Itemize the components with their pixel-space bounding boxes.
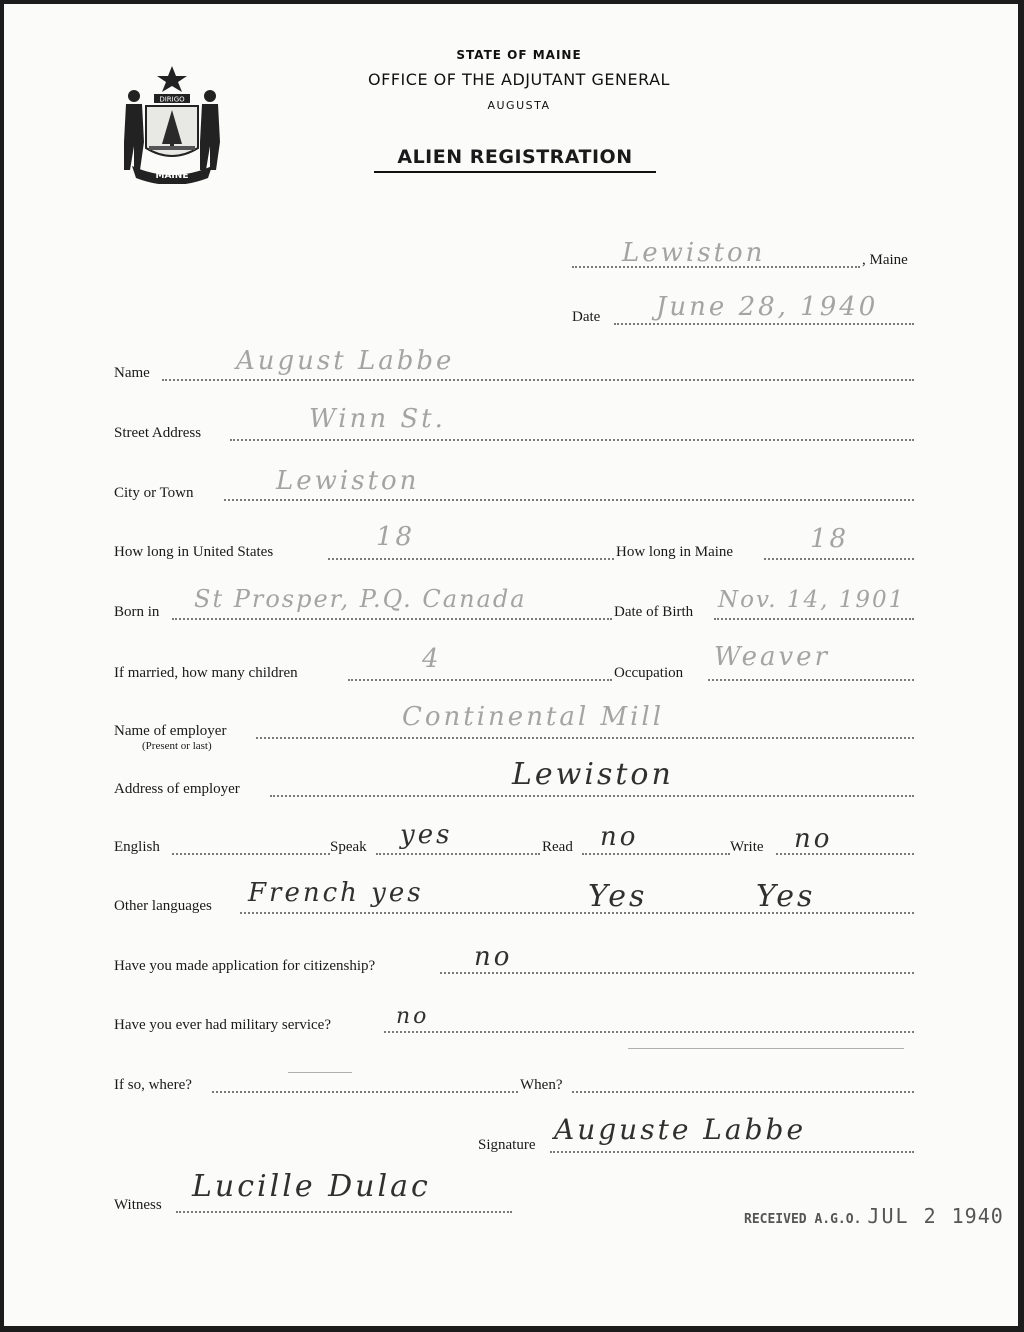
military-dotted-line bbox=[384, 1031, 914, 1033]
signature-label: Signature bbox=[478, 1137, 536, 1153]
children-label: If married, how many children bbox=[114, 665, 298, 681]
city-or-town-value[interactable]: Lewiston bbox=[276, 466, 420, 496]
how-long-maine-value[interactable]: 18 bbox=[810, 524, 850, 554]
citizenship-value[interactable]: no bbox=[474, 942, 513, 972]
witness-label: Witness bbox=[114, 1197, 162, 1213]
date-dotted-line bbox=[614, 323, 914, 325]
employer-value[interactable]: Continental Mill bbox=[402, 702, 665, 732]
citizenship-label: Have you made application for citizenship? bbox=[114, 958, 376, 974]
how-long-maine-label: How long in Maine bbox=[616, 544, 734, 560]
children-value[interactable]: 4 bbox=[422, 644, 442, 674]
date-of-birth-label: Date of Birth bbox=[614, 604, 694, 620]
how-long-us-label: How long in United States bbox=[114, 544, 274, 560]
employer-address-label: Address of employer bbox=[114, 781, 240, 797]
occupation-value[interactable]: Weaver bbox=[714, 642, 830, 672]
when-label: When? bbox=[520, 1077, 563, 1093]
date-of-birth-dotted-line bbox=[714, 618, 914, 620]
date-label: Date bbox=[572, 309, 601, 325]
name-dotted-line bbox=[162, 379, 914, 381]
city-or-town-dotted-line bbox=[224, 499, 914, 501]
header-state: STATE OF MAINE bbox=[456, 48, 582, 62]
read-label: Read bbox=[542, 839, 573, 855]
street-address-dotted-line bbox=[230, 439, 914, 441]
stamp-year: 1940 bbox=[951, 1204, 1004, 1228]
born-in-label: Born in bbox=[114, 604, 160, 620]
write-value[interactable]: no bbox=[794, 824, 833, 854]
place-value[interactable]: Lewiston bbox=[622, 238, 766, 268]
registration-form-page bbox=[4, 4, 1018, 1326]
english-label: English bbox=[114, 839, 160, 855]
stray-pencil-mark-2 bbox=[288, 1072, 352, 1073]
other-languages-value[interactable]: French yes bbox=[248, 878, 424, 908]
employer-sublabel: (Present or last) bbox=[142, 740, 212, 752]
street-address-label: Street Address bbox=[114, 425, 202, 441]
born-in-value[interactable]: St Prosper, P.Q. Canada bbox=[194, 585, 527, 613]
street-address-value[interactable]: Winn St. bbox=[309, 404, 446, 434]
signature-dotted-line bbox=[550, 1151, 914, 1153]
form-title: ALIEN REGISTRATION bbox=[374, 146, 656, 173]
header-city: AUGUSTA bbox=[487, 99, 551, 112]
how-long-maine-dotted-line bbox=[764, 558, 914, 560]
header-office: OFFICE OF THE ADJUTANT GENERAL bbox=[368, 70, 670, 89]
employer-dotted-line bbox=[256, 737, 914, 739]
speak-dotted-line bbox=[376, 853, 540, 855]
stamp-label: RECEIVED A.G.O. bbox=[744, 1212, 862, 1227]
employer-label: Name of employer bbox=[114, 723, 227, 739]
witness-dotted-line bbox=[176, 1211, 512, 1213]
signature-value[interactable]: Auguste Labbe bbox=[554, 1113, 807, 1146]
write-label: Write bbox=[730, 839, 764, 855]
maine-state-seal-icon bbox=[116, 62, 228, 184]
english-dotted-line bbox=[172, 853, 330, 855]
other-languages-write-value[interactable]: Yes bbox=[756, 879, 816, 914]
military-label: Have you ever had military service? bbox=[114, 1017, 331, 1033]
how-long-us-value[interactable]: 18 bbox=[376, 522, 416, 552]
name-value[interactable]: August Labbe bbox=[236, 346, 455, 376]
other-languages-read-value[interactable]: Yes bbox=[588, 879, 648, 914]
employer-address-dotted-line bbox=[270, 795, 914, 797]
stray-pencil-mark bbox=[628, 1048, 904, 1049]
city-or-town-label: City or Town bbox=[114, 485, 194, 501]
speak-value[interactable]: yes bbox=[400, 820, 453, 850]
speak-label: Speak bbox=[330, 839, 367, 855]
how-long-us-dotted-line bbox=[328, 558, 614, 560]
born-in-dotted-line bbox=[172, 618, 612, 620]
when-dotted-line bbox=[572, 1091, 914, 1093]
place-label: , Maine bbox=[862, 252, 908, 268]
children-dotted-line bbox=[348, 679, 612, 681]
stamp-date: JUL 2 bbox=[867, 1204, 938, 1228]
witness-value[interactable]: Lucille Dulac bbox=[192, 1169, 431, 1204]
read-value[interactable]: no bbox=[600, 822, 639, 852]
date-of-birth-value[interactable]: Nov. 14, 1901 bbox=[718, 587, 906, 613]
citizenship-dotted-line bbox=[440, 972, 914, 974]
date-value[interactable]: June 28, 1940 bbox=[656, 292, 879, 322]
read-dotted-line bbox=[582, 853, 730, 855]
occupation-label: Occupation bbox=[614, 665, 684, 681]
employer-address-value[interactable]: Lewiston bbox=[512, 757, 674, 792]
received-stamp bbox=[744, 1204, 1004, 1228]
other-languages-label: Other languages bbox=[114, 898, 212, 914]
seal-banner: MAINE bbox=[155, 171, 189, 181]
seal-motto: DIRIGO bbox=[159, 95, 185, 104]
where-dotted-line bbox=[212, 1091, 518, 1093]
name-label: Name bbox=[114, 365, 150, 381]
where-label: If so, where? bbox=[114, 1077, 192, 1093]
military-value[interactable]: no bbox=[396, 1004, 430, 1029]
occupation-dotted-line bbox=[708, 679, 914, 681]
